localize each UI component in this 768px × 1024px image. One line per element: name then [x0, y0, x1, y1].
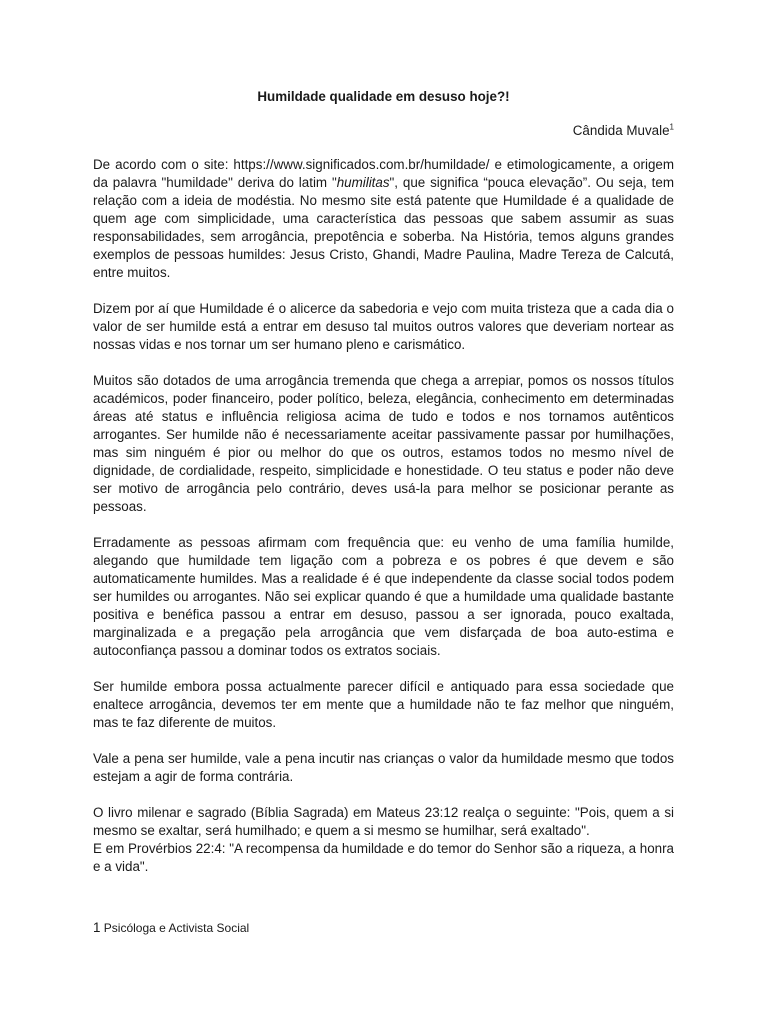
paragraph-5: Ser humilde embora possa actualmente parecer difícil e antiquado para essa sociedade que enaltece arrogância, devemos ter em mente que a humildade não te faz melhor que ninguém, mas te faz diferente de muitos. [93, 679, 674, 730]
paragraph-1-part-a: De acordo com o site: https://www.significados.com.br/humildade/ e etimologicamente, a origem da palavra "humildade" deriva do latim " [93, 157, 674, 190]
paragraph-2: Dizem por aí que Humildade é o alicerce da sabedoria e vejo com muita tristeza que a cada dia o valor de ser humilde está a entrar em desuso tal muitos outros valores que deveriam nortear as nossas vidas e nos tornar um ser humano pleno e carismático. [93, 301, 674, 352]
author-line [93, 122, 674, 140]
author-name: Cândida Muvale [572, 123, 670, 138]
footnote-text: Psicóloga e Activista Social [100, 921, 250, 935]
paragraph-8-quote-proverbios: E em Provérbios 22:4: "A recompensa da humildade e do temor do Senhor são a riqueza, a honra e a vida". [93, 841, 674, 874]
document-body [93, 88, 674, 894]
paragraph-6: Vale a pena ser humilde, vale a pena incutir nas crianças o valor da humildade mesmo que todos estejam a agir de forma contrária. [93, 751, 674, 784]
latin-term: humilitas [336, 175, 390, 190]
footnote-reference: 1 [669, 122, 674, 132]
footnote-number: 1 [93, 920, 101, 935]
document-title: Humildade qualidade em desuso hoje?! [257, 89, 510, 104]
paragraph-1 [93, 156, 674, 282]
paragraph-7-quote-mateus: O livro milenar e sagrado (Bíblia Sagrada) em Mateus 23:12 realça o seguinte: "Pois, quem a si mesmo se exaltar, será humilhado; e quem a si mesmo se humilhar, será exaltado". [93, 805, 674, 838]
paragraph-4: Erradamente as pessoas afirmam com frequência que: eu venho de uma família humilde, alegando que humildade tem ligação com a pobreza e os pobres é que devem e são automaticamente humildes. Mas a realidade é é que independente da classe social todos podem ser humildes ou arrogantes. Não sei explicar quando é que a humildade uma qualidade bastante positiva e benéfica passou a entrar em desuso, passou a ser ignorada, pouco exaltada, marginalizada e a pregação pela arrogância que vem disfarçada de boa auto-estima e autoconfiança passou a dominar todos os extratos sociais. [93, 535, 674, 658]
paragraph-3: Muitos são dotados de uma arrogância tremenda que chega a arrepiar, pomos os nossos títulos académicos, poder financeiro, poder político, beleza, elegância, conhecimento em determinadas áreas até status e influência religiosa acima de tudo e todos e nos tornamos autênticos arrogantes. Ser humilde não é necessariamente aceitar passivamente passar por humilhações, mas sim ninguém é pior ou melhor do que os outros, estamos todos no mesmo nível de dignidade, de cordialidade, respeito, simplicidade e honestidade. O teu status e poder não deve ser motivo de arrogância pelo contrário, deves usá-la para melhor se posicionar perante as pessoas. [93, 373, 674, 514]
paragraph-1-part-b: ", que significa “pouca elevação”. Ou seja, tem relação com a ideia de modéstia. No mesmo site está patente que Humildade é a qualidade de quem age com simplicidade, uma característica das pessoas que sabem assumir as suas responsabilidades, sem arrogância, prepotência e soberba. Na História, temos alguns grandes exemplos de pessoas humildes: Jesus Cristo, Ghandi, Madre Paulina, Madre Tereza de Calcutá, entre muitos. [93, 175, 674, 280]
footnote [93, 919, 249, 937]
